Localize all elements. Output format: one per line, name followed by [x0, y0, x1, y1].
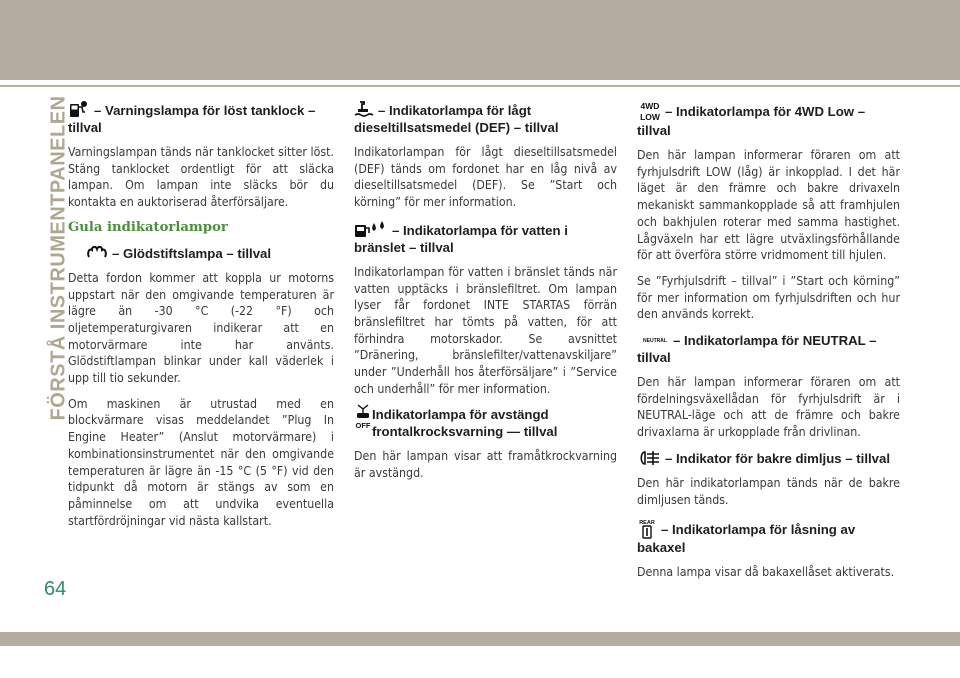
svg-text:NEUTRAL: NEUTRAL	[643, 338, 667, 345]
4wd-low-icon	[637, 100, 663, 122]
top-band	[0, 0, 960, 80]
paragraph: Den här lampan informerar föraren om att fyrhjulsdrift LOW (låg) är inkopplad. I det här läget är den främre och bakre drivaxeln mekaniskt sammankopplade så att framhjulen och bakhjulen roterar med samma hastighet. Lågväxeln har ett lägre utväxlingsförhållande för att överföra större vridmoment till hjulen.	[637, 148, 900, 263]
def-fluid-icon	[354, 100, 374, 118]
svg-text:LOW: LOW	[640, 112, 660, 122]
water-in-fuel-icon	[354, 220, 388, 238]
bottom-band	[0, 632, 960, 646]
paragraph: Varningslampan tänds när tanklocket sitter löst. Stäng tanklocket ordentligt för att släcka lampan. Om lampan inte släcks bör du kontakta en auktoriserad återförsäljare.	[68, 145, 334, 210]
paragraph: Indikatorlampan för lågt dieseltillsatsmedel (DEF) tänds om fordonet har en låg nivå av dieseltillsatsmedel (DEF). Se ”Start och körning” för mer information.	[354, 145, 617, 210]
page-number: 64	[44, 578, 67, 600]
heading-water-in-fuel: – Indikatorlampa för vatten i bränslet – tillval	[354, 220, 617, 256]
heading-loose-gas-cap: – Varningslampa för löst tanklock – tillval	[68, 100, 334, 136]
heading-def: – Indikatorlampa för lågt dieseltillsatsmedel (DEF) – tillval	[354, 100, 617, 136]
top-rule	[0, 85, 960, 87]
heading-rear-fog: – Indikator för bakre dimljus – tillval	[637, 450, 900, 467]
svg-text:REAR: REAR	[639, 520, 655, 527]
heading-rear-locker: REAR – Indikatorlampa för låsning av bakaxel	[637, 517, 900, 556]
svg-text:4WD: 4WD	[640, 101, 660, 111]
heading-neutral: NEUTRAL – Indikatorlampa för NEUTRAL – tillval	[637, 333, 877, 366]
paragraph: Detta fordon kommer att koppla ur motorns uppstart när den omgivande temperaturen är lägre än -30 °C (-22 °F) och oljetemperaturgivaren indikerar att en motorvärmare inte har använts. Glödstiftlampan blinkar under kall väderlek i upp till tio sekunder.	[68, 270, 334, 386]
column-3	[637, 100, 900, 590]
column-2	[354, 100, 617, 491]
paragraph: Den här indikatorlampan tänds när de bakre dimljusen tänds.	[637, 475, 900, 507]
neutral-icon	[641, 336, 669, 344]
rear-axle-lock-icon	[637, 517, 657, 539]
paragraph: Indikatorlampan för vatten i bränslet tänds när vatten upptäcks i bränslefiltret. Om lampan lyser får fordonet INTE STARTAS förrän bränslefiltret har tömts på vatten, för att förhindra motorskador. Se avsnittet ”Dränering, bränslefilter/vattenavskiljare” under ”Underhåll hos återförsäljare” i ”Service och underhåll” för mer information.	[354, 264, 617, 396]
paragraph: Denna lampa visar då bakaxellåset aktiverats.	[637, 565, 895, 580]
side-title: FÖRSTÅ INSTRUMENTPANELEN	[47, 95, 70, 421]
heading-4wd-low: 4WD LOW – Indikatorlampa för 4WD Low – tillval	[637, 101, 866, 138]
paragraph: Se ”Fyrhjulsdrift – tillval” i ”Start och körning” för mer information om fyrhjulsdriften och hur den används korrekt.	[637, 273, 900, 322]
heading-glow-plug: – Glödstiftslampa – tillval	[72, 245, 334, 262]
gas-cap-icon	[68, 100, 90, 118]
rear-fog-light-icon	[637, 450, 661, 466]
column-1	[68, 100, 334, 538]
subheading-yellow-lamps: Gula indikatorlampor	[68, 219, 228, 235]
svg-text:OFF: OFF	[355, 421, 371, 430]
paragraph: Om maskinen är utrustad med en blockvärmare visas meddelandet ”Plug In Engine Heater” (Anslut motorvärmare) i kombinationsinstrumentet när den omgivande temperaturen är lägre än -15 °C (5 °F) vid den tidpunkt då motorn är stängs av som en påminnelse om att undvika eventuella startfördröjningar vid nästa kallstart.	[68, 396, 334, 528]
glow-plug-icon	[86, 245, 108, 261]
paragraph: Den här lampan visar att framåtkrockvarning är avstängd.	[354, 449, 617, 481]
paragraph: Den här lampan informerar föraren om att fördelningsväxellådan för fyrhjulsdrift är i NEUTRAL-läge och att de främre och bakre drivaxlarna är urkopplade från drivlinan.	[637, 375, 900, 440]
heading-forward-collision-off: OFF Indikatorlampa för avstängd frontalkrocksvarning — tillval	[354, 406, 617, 440]
forward-collision-off-icon	[354, 403, 372, 429]
